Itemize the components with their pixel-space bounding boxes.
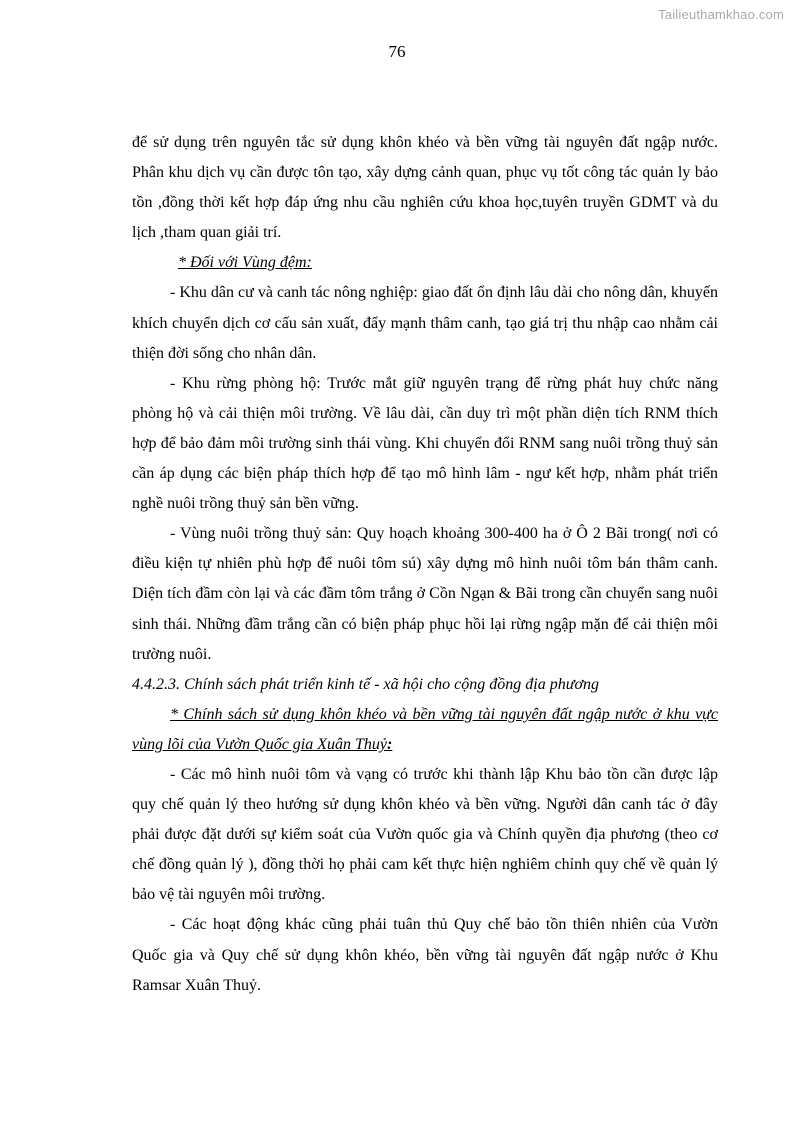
paragraph-other-activities: - Các hoạt động khác cũng phải tuân thủ Quy chế bảo tồn thiên nhiên của Vườn Quốc gia và Quy chế sử dụng khôn khéo, bền vững tài nguyên đất ngập nước ở Khu Ramsar Xuân Thuỷ. bbox=[132, 916, 718, 994]
paragraph-shrimp-clam-models: - Các mô hình nuôi tôm và vạng có trước khi thành lập Khu bảo tồn cần được lập quy chế quản lý theo hướng sử dụng khôn khéo và bền vững. Người dân canh tác ở đây phải được đặt dưới sự kiểm soát của Vườn quốc gia và Chính quyền địa phương (theo cơ chế đồng quản lý ), đồng thời họ phải cam kết thực hiện nghiêm chỉnh quy chế về quản lý bảo vệ tài nguyên môi trường. bbox=[132, 765, 718, 904]
page-number: 76 bbox=[388, 42, 406, 61]
buffer-zone-heading-text: * Đối với Vùng đệm: bbox=[178, 254, 312, 272]
paragraph-protective-forest: - Khu rừng phòng hộ: Trước mắt giữ nguyên trạng để rừng phát huy chức năng phòng hộ và cải thiện môi trường. Về lâu dài, cần duy trì một phần diện tích RNM thích hợp để bảo đảm môi trường sinh thái vùng. Khi chuyển đổi RNM sang nuôi trồng thuỷ sản cần áp dụng các biện pháp thích hợp để tạo mô hình lâm - ngư kết hợp, nhằm phát triển nghề nuôi trồng thuỷ sản bền vững. bbox=[132, 374, 718, 513]
watermark: Tailieuthamkhao.com bbox=[658, 7, 784, 22]
policy-heading-text: * Chính sách sử dụng khôn khéo và bền vững tài nguyên đất ngập nước ở khu vực vùng lõi của Vườn Quốc gia Xuân Thuỷ bbox=[132, 705, 718, 753]
section-heading-socioeconomic-policy: 4.4.2.3. Chính sách phát triển kinh tế - xã hội cho cộng đồng địa phương bbox=[132, 675, 599, 693]
buffer-zone-heading bbox=[132, 248, 718, 278]
paragraph-aquaculture: - Vùng nuôi trồng thuỷ sản: Quy hoạch khoảng 300-400 ha ở Ô 2 Bãi trong( nơi có điều kiện tự nhiên phù hợp để nuôi tôm sú) xây dựng mô hình nuôi tôm bán thâm canh. Diện tích đầm còn lại và các đầm tôm trắng ở Cồn Ngạn & Bãi trong cần chuyển sang nuôi sinh thái. Những đầm trắng cần có biện pháp phục hồi lại rừng ngập mặn để cải thiện môi trường nuôi. bbox=[132, 525, 718, 663]
paragraph-residential-agriculture: - Khu dân cư và canh tác nông nghiệp: giao đất ổn định lâu dài cho nông dân, khuyến khích chuyển dịch cơ cấu sản xuất, đẩy mạnh thâm canh, tạo giá trị thu nhập cao nhằm cải thiện đời sống cho nhân dân. bbox=[132, 284, 718, 362]
policy-heading-colon: : bbox=[387, 735, 393, 753]
document-body bbox=[132, 128, 718, 1001]
policy-heading-wise-use bbox=[132, 700, 718, 760]
paragraph-protection-services: để sử dụng trên nguyên tắc sử dụng khôn khéo và bền vững tài nguyên đất ngập nước. Phân khu dịch vụ cần được tôn tạo, xây dựng cảnh quan, phục vụ tốt công tác quản ly bảo tồn ,đồng thời kết hợp đáp ứng nhu cầu nghiên cứu khoa học,tuyên truyền GDMT và du lịch ,tham quan giải trí. bbox=[132, 134, 718, 242]
